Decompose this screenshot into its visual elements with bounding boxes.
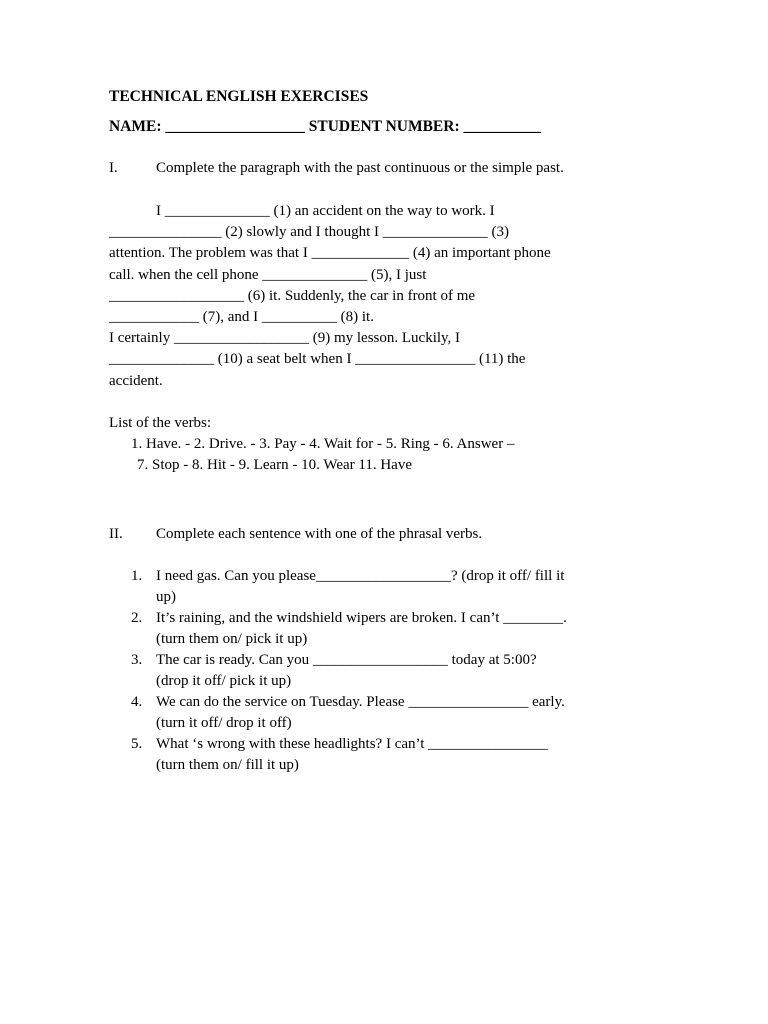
item-line: We can do the service on Tuesday. Please ________________ early. — [156, 694, 565, 710]
list-item — [109, 650, 669, 692]
item-line: What ‘s wrong with these headlights? I can’t ________________ — [156, 736, 549, 752]
phrasal-verb-list — [109, 566, 669, 776]
section-2-number: II. — [109, 526, 123, 542]
paragraph-line: ____________ (7), and I __________ (8) it. — [109, 309, 374, 326]
item-line: (turn them on/ fill it up) — [156, 757, 299, 773]
paragraph-line: I ______________ (1) an accident on the way to work. I — [156, 203, 495, 219]
name-student-number-line: NAME: __________________ STUDENT NUMBER: __________ — [109, 118, 542, 135]
verb-list-line: 1. Have. - 2. Drive. - 3. Pay - 4. Wait for - 5. Ring - 6. Answer – — [131, 436, 515, 452]
paragraph-line: _______________ (2) slowly and I thought I ______________ (3) — [109, 224, 509, 241]
paragraph-line: ______________ (10) a seat belt when I ________________ (11) the — [109, 351, 526, 368]
verb-list — [109, 413, 669, 476]
paragraph-line: attention. The problem was that I _____________ (4) an important phone — [109, 245, 551, 262]
paragraph-line: call. when the cell phone ______________ (5), I just — [109, 266, 427, 283]
item-line: (drop it off/ pick it up) — [156, 673, 292, 689]
list-item — [109, 692, 669, 734]
list-item — [109, 734, 669, 776]
paragraph-line: accident. — [109, 372, 163, 389]
item-line: I need gas. Can you please__________________? (drop it off/ fill it — [156, 568, 565, 584]
item-number: 1. — [131, 568, 143, 584]
fill-in-paragraph — [109, 201, 657, 392]
section-2-instruction: Complete each sentence with one of the phrasal verbs. — [156, 526, 483, 542]
item-number: 3. — [131, 652, 143, 668]
item-number: 2. — [131, 610, 143, 626]
item-line: up) — [156, 589, 176, 605]
section-1-instruction: Complete the paragraph with the past continuous or the simple past. — [156, 160, 564, 176]
section-1-number: I. — [109, 160, 118, 176]
verb-list-line: 7. Stop - 8. Hit - 9. Learn - 10. Wear 11. Have — [137, 457, 412, 473]
item-number: 4. — [131, 694, 143, 710]
item-line: (turn them on/ pick it up) — [156, 631, 308, 647]
item-line: It’s raining, and the windshield wipers are broken. I can’t ________. — [156, 610, 567, 626]
item-line: The car is ready. Can you __________________ today at 5:00? — [156, 652, 537, 668]
document-title: TECHNICAL ENGLISH EXERCISES — [109, 88, 369, 105]
list-item — [109, 608, 669, 650]
section-2-heading — [109, 524, 669, 545]
header-block — [109, 86, 669, 137]
item-line: (turn it off/ drop it off) — [156, 715, 292, 731]
paragraph-line: __________________ (6) it. Suddenly, the car in front of me — [109, 287, 476, 304]
section-1-heading — [109, 158, 669, 179]
item-number: 5. — [131, 736, 143, 752]
list-item — [109, 566, 669, 608]
paragraph-line: I certainly __________________ (9) my lesson. Luckily, I — [109, 330, 461, 347]
verb-list-label: List of the verbs: — [109, 415, 212, 431]
